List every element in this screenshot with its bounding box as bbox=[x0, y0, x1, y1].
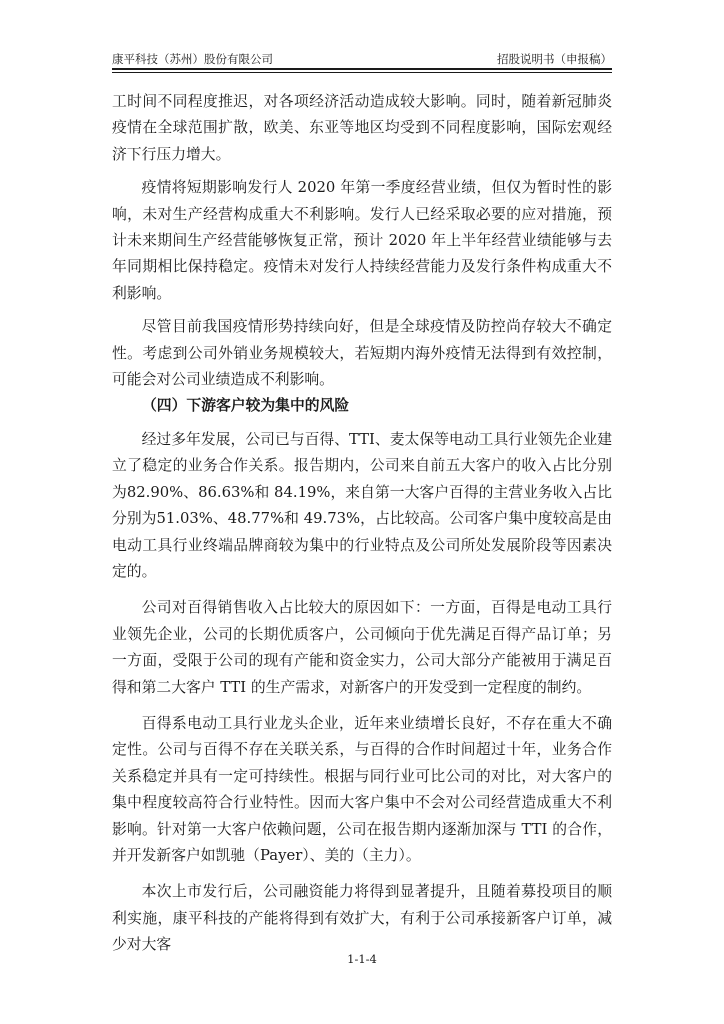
paragraph-global-uncertainty: 尽管目前我国疫情形势持续向好，但是全球疫情及防控尚存较大不确定性。考虑到公司外销业务规模较大，若短期内海外疫情无法得到有效控制，可能会对公司业绩造成不利影响。 bbox=[112, 318, 612, 389]
paragraph-continued: 工时间不同程度推迟，对各项经济活动造成较大影响。同时，随着新冠肺炎疫情在全球范围扩散，欧美、东亚等地区均受到不同程度影响，国际宏观经济下行压力增大。 bbox=[112, 93, 612, 163]
paragraph-customer-concentration: 经过多年发展，公司已与百得、TTI、麦太保等电动工具行业领先企业建立了稳定的业务合作关系。报告期内，公司来自前五大客户的收入占比分别为82.90%、86.63%和 84.19%，来自第一大客户百得的主营业务收入占比分别为51.03%、48.77%和 49.73%，占比较高。公司客户集中度较高是由电动工具行业终端品牌商较为集中的行业特点及公司所处发展阶段等因素决定的。 bbox=[112, 430, 612, 580]
header-rule-thin bbox=[112, 72, 612, 73]
paragraph-stanley-reasons: 公司对百得销售收入占比较大的原因如下：一方面，百得是电动工具行业领先企业，公司的长期优质客户，公司倾向于优先满足百得产品订单；另一方面，受限于公司的现有产能和资金实力，公司大部分产能被用于满足百得和第二大客户 TTI 的生产需求，对新客户的开发受到一定程度的制约。 bbox=[112, 599, 612, 696]
paragraph-epidemic-impact: 疫情将短期影响发行人 2020 年第一季度经营业绩，但仅为暂时性的影响，未对生产经营构成重大不利影响。发行人已经采取必要的应对措施，预计未来期间生产经营能够恢复正常，预计 2020 年上半年经营业绩能够与去年同期相比保持稳定。疫情未对发行人持续经营能力及发行条件构成重大不利影响。 bbox=[112, 179, 612, 302]
header-company-name: 康平科技（苏州）股份有限公司 bbox=[112, 52, 273, 66]
header-document-type: 招股说明书（申报稿） bbox=[497, 52, 612, 66]
page-header bbox=[112, 50, 612, 70]
paragraph-stanley-leader: 百得系电动工具行业龙头企业，近年来业绩增长良好，不存在重大不确定性。公司与百得不存在关联关系，与百得的合作时间超过十年，业务合作关系稳定并具有一定可持续性。根据与同行业可比公司的对比，对大客户的集中程度较高符合行业特性。因而大客户集中不会对公司经营造成重大不利影响。针对第一大客户依赖问题，公司在报告期内逐渐加深与 TTI 的合作，并开发新客户如凯驰（Payer）、美的（主力）。 bbox=[112, 714, 612, 864]
body-text bbox=[112, 89, 612, 959]
header-rule-thick bbox=[112, 68, 612, 70]
page-number: 1-1-4 bbox=[347, 952, 377, 966]
paragraph-post-listing: 本次上市发行后，公司融资能力将得到显著提升，且随着募投项目的顺利实施，康平科技的产能将得到有效扩大，有利于公司承接新客户订单，减少对大客 bbox=[112, 883, 612, 954]
section-heading: （四）下游客户较为集中的风险 bbox=[142, 397, 350, 415]
